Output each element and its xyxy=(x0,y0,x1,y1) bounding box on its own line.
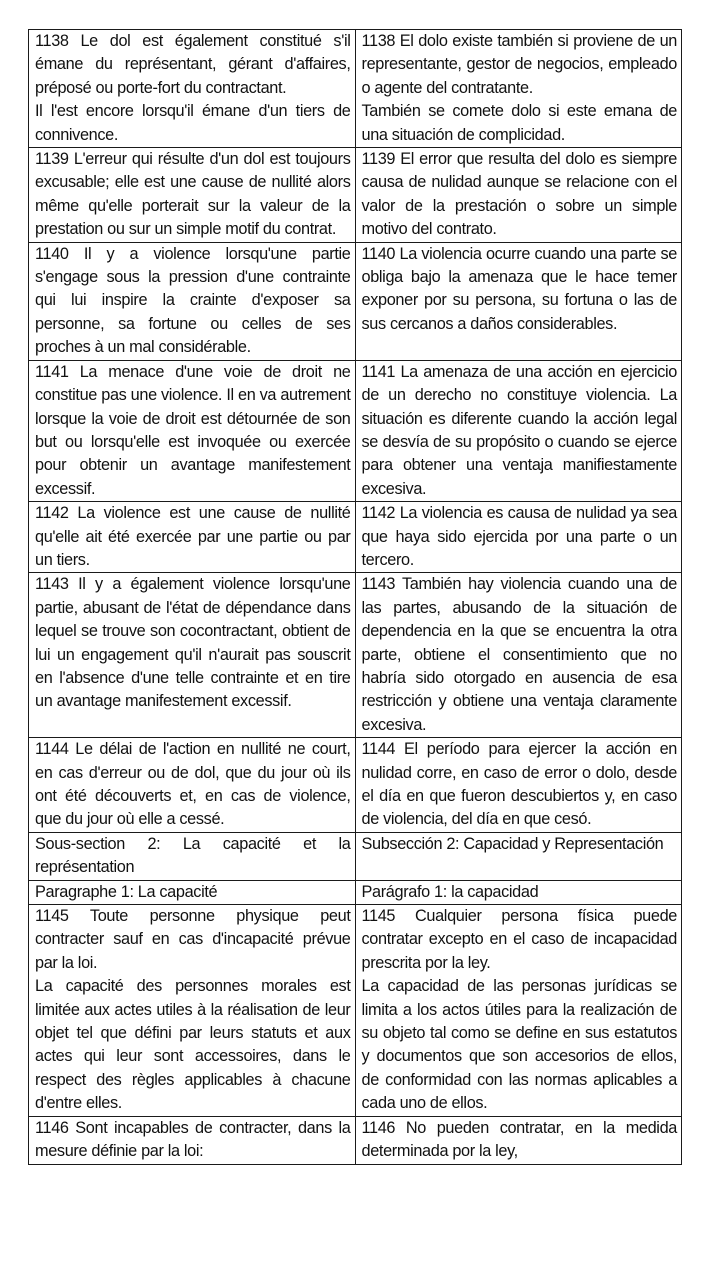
paragraph: 1145 Cualquier persona física puede contratar excepto en el caso de incapacidad prescrita por la ley. xyxy=(361,907,677,972)
bilingual-table xyxy=(28,29,682,1165)
paragraph: Paragraphe 1: La capacité xyxy=(35,882,218,901)
spanish-cell xyxy=(355,360,682,501)
french-cell xyxy=(29,1116,356,1164)
spanish-cell xyxy=(355,880,682,904)
paragraph: 1139 El error que resulta del dolo es siempre causa de nulidad aunque se relacione con el valor de la prestación o sobre un simple motivo del contrato. xyxy=(361,150,677,239)
french-cell xyxy=(29,360,356,501)
table-row xyxy=(29,502,682,573)
paragraph: 1138 El dolo existe también si proviene de un representante, gestor de negocios, empleado o agente del contratante. xyxy=(361,32,677,97)
table-row xyxy=(29,242,682,360)
spanish-cell xyxy=(355,738,682,833)
spanish-cell xyxy=(355,30,682,148)
paragraph: 1141 La menace d'une voie de droit ne constitue pas une violence. Il en va autrement lorsque la voie de droit est détournée de son but ou lorsqu'elle est invoquée ou exercée pour obtenir un avantage manifestement excessif. xyxy=(35,362,351,498)
spanish-cell xyxy=(355,832,682,880)
paragraph: 1143 Il y a également violence lorsqu'une partie, abusant de l'état de dépendance dans lequel se trouve son cocontractant, obtient de lui un engagement qu'il n'aurait pas souscrit en l'absence d'une telle contrainte et en tire un avantage manifestement excessif. xyxy=(35,575,351,711)
french-cell xyxy=(29,573,356,738)
paragraph: 1141 La amenaza de una acción en ejercicio de un derecho no constituye violencia. La situación es diferente cuando la acción legal se desvía de su propósito o cuando se ejerce para obtener una ventaja manifiestamente excesiva. xyxy=(361,362,677,498)
paragraph: 1140 Il y a violence lorsqu'une partie s'engage sous la pression d'une contrainte qui lui inspire la crainte d'exposer sa personne, sa fortune ou celles de ses proches à un mal considérable. xyxy=(35,244,351,357)
paragraph: 1138 Le dol est également constitué s'il émane du représentant, gérant d'affaires, préposé ou porte-fort du contractant. xyxy=(35,32,351,97)
table-row xyxy=(29,880,682,904)
paragraph: 1145 Toute personne physique peut contracter sauf en cas d'incapacité prévue par la loi. xyxy=(35,907,351,972)
table-row xyxy=(29,360,682,501)
paragraph: 1146 No pueden contratar, en la medida determinada por la ley, xyxy=(361,1118,677,1161)
paragraph: Subsección 2: Capacidad y Representación xyxy=(361,834,664,853)
spanish-cell xyxy=(355,905,682,1117)
french-cell xyxy=(29,880,356,904)
paragraph: 1144 Le délai de l'action en nullité ne court, en cas d'erreur ou de dol, que du jour où ils ont été découverts et, en cas de violence, que du jour où elle a cessé. xyxy=(35,740,351,829)
table-row xyxy=(29,905,682,1117)
table-row xyxy=(29,738,682,833)
french-cell xyxy=(29,242,356,360)
paragraph: 1140 La violencia ocurre cuando una parte se obliga bajo la amenaza que le hace temer exponer por su persona, su fortuna o las de sus cercanos a daños considerables. xyxy=(361,244,677,333)
french-cell xyxy=(29,905,356,1117)
spanish-cell xyxy=(355,502,682,573)
table-row xyxy=(29,573,682,738)
spanish-cell xyxy=(355,242,682,360)
table-row xyxy=(29,832,682,880)
paragraph: 1139 L'erreur qui résulte d'un dol est toujours excusable; elle est une cause de nullité alors même qu'elle porterait sur la valeur de la prestation ou sur un simple motif du contrat. xyxy=(35,150,351,239)
table-row xyxy=(29,148,682,243)
paragraph: 1146 Sont incapables de contracter, dans la mesure définie par la loi: xyxy=(35,1118,351,1161)
french-cell xyxy=(29,738,356,833)
paragraph: La capacidad de las personas jurídicas se limita a los actos útiles para la realización de su objeto tal como se define en sus estatutos y documentos que son accesorios de ellos, de conformidad con las normas aplicables a cada uno de ellos. xyxy=(361,977,677,1113)
paragraph: 1144 El período para ejercer la acción en nulidad corre, en caso de error o dolo, desde el día en que fueron descubiertos y, en caso de violencia, del día en que cesó. xyxy=(361,740,677,829)
paragraph: Sous-section 2: La capacité et la représentation xyxy=(35,834,351,877)
french-cell xyxy=(29,832,356,880)
paragraph: 1143 También hay violencia cuando una de las partes, abusando de la situación de dependencia en la que se encuentra la otra parte, obtiene el consentimiento que no habría sido otorgado en ausencia de esa restricción y obtiene una ventaja claramente excesiva. xyxy=(361,575,677,734)
spanish-cell xyxy=(355,573,682,738)
table-body xyxy=(29,30,682,1165)
french-cell xyxy=(29,148,356,243)
paragraph: Il l'est encore lorsqu'il émane d'un tiers de connivence. xyxy=(35,102,351,144)
french-cell xyxy=(29,502,356,573)
table-row xyxy=(29,1116,682,1164)
spanish-cell xyxy=(355,148,682,243)
spanish-cell xyxy=(355,1116,682,1164)
paragraph: La capacité des personnes morales est limitée aux actes utiles à la réalisation de leur objet tel que défini par leurs statuts et aux actes qui leur sont accessoires, dans le respect des règles applicables à chacune d'entre elles. xyxy=(35,977,351,1113)
french-cell xyxy=(29,30,356,148)
paragraph: También se comete dolo si este emana de una situación de complicidad. xyxy=(361,102,677,144)
paragraph: 1142 La violence est une cause de nullité qu'elle ait été exercée par une partie ou par un tiers. xyxy=(35,504,351,569)
paragraph: 1142 La violencia es causa de nulidad ya sea que haya sido ejercida por una parte o un tercero. xyxy=(361,504,677,569)
table-row xyxy=(29,30,682,148)
paragraph: Parágrafo 1: la capacidad xyxy=(361,882,539,901)
